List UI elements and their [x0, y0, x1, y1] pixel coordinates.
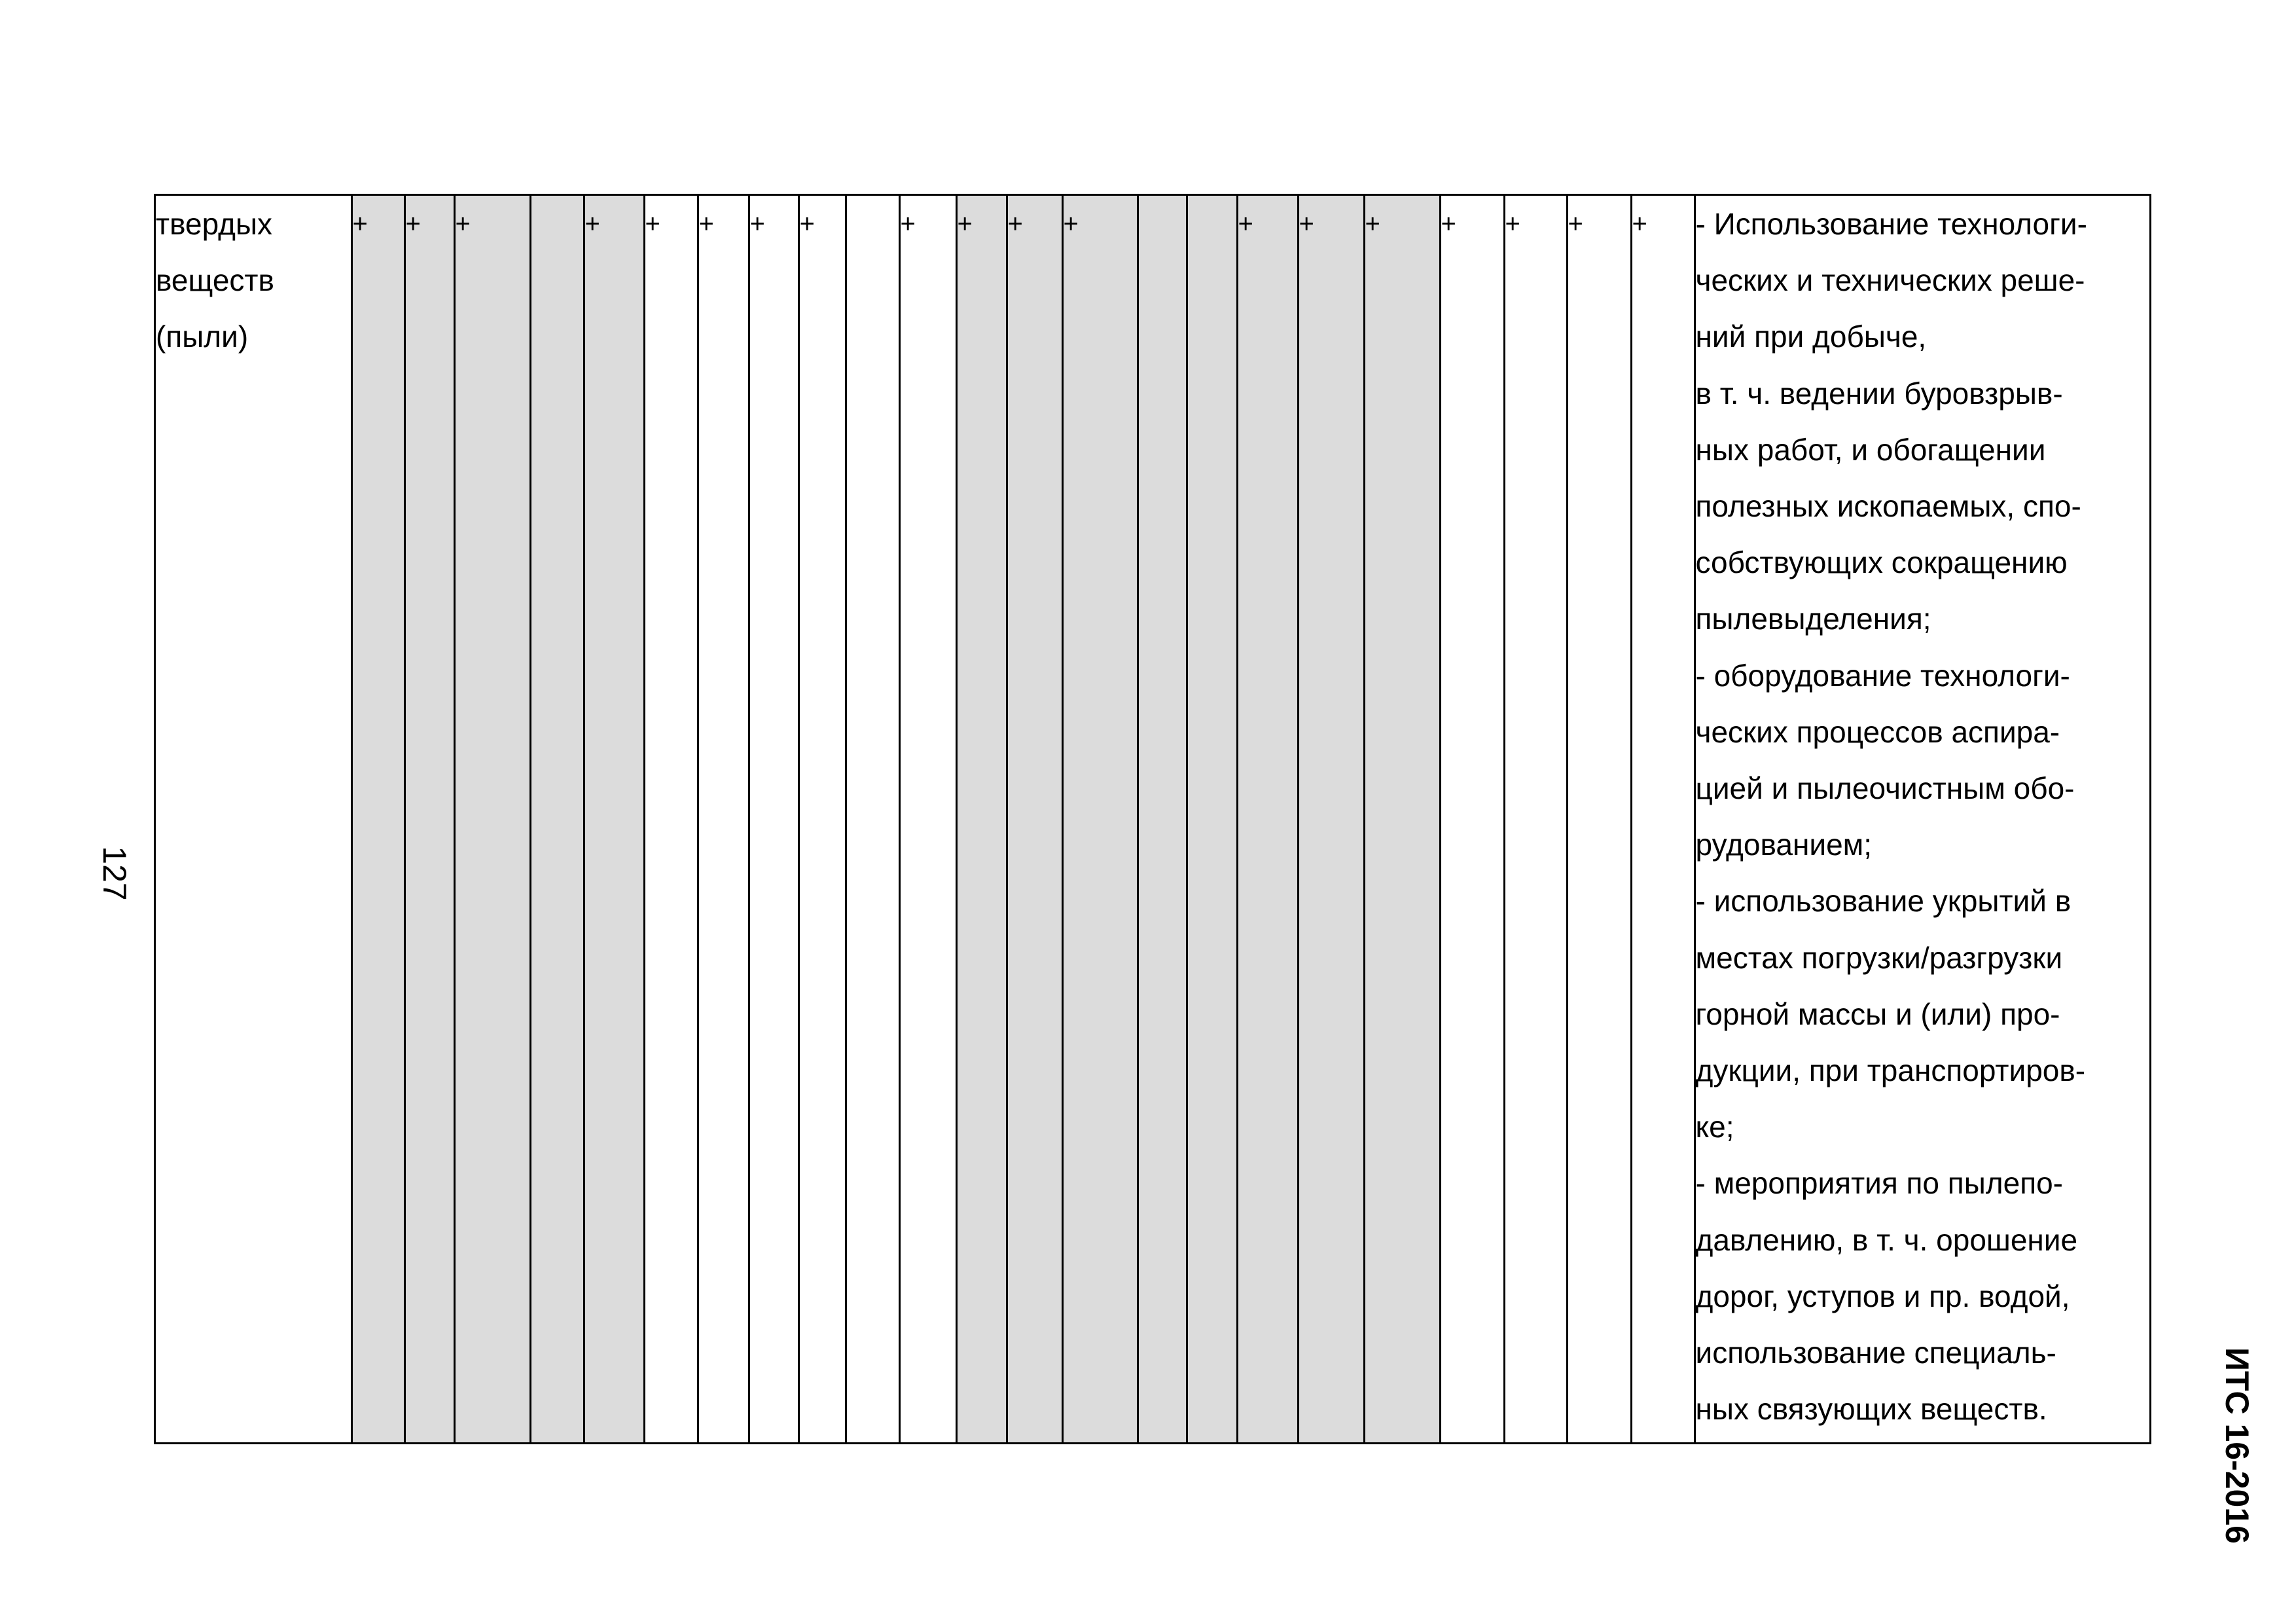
measures-line: ке; — [1695, 1110, 1734, 1144]
mark-cell: + — [1237, 196, 1298, 1442]
measures-line: ных связующих веществ. — [1695, 1392, 2047, 1427]
mark-cell: + — [454, 196, 530, 1442]
measures-line: - мероприятия по пылепо- — [1695, 1166, 2064, 1201]
measures-line: - использование укрытий в — [1695, 884, 2072, 919]
mark-cell: + — [956, 196, 1007, 1442]
mark-cell: + — [1364, 196, 1440, 1442]
substance-cell — [156, 196, 351, 1442]
substance-line: твердых — [156, 207, 273, 241]
measures-line: ческих и технических реше- — [1695, 263, 2085, 298]
mark-cell: + — [351, 196, 404, 1442]
measures-line: давлению, в т. ч. орошение — [1695, 1222, 2078, 1257]
pollutant-table-grid — [156, 196, 2149, 1442]
mark-cell — [1138, 196, 1187, 1442]
measures-line: собствующих сокращению — [1695, 545, 2068, 580]
pollutant-table — [154, 194, 2151, 1444]
measures-line: дукции, при транспортиров- — [1695, 1053, 2086, 1088]
mark-cell: + — [584, 196, 644, 1442]
mark-cell: + — [899, 196, 956, 1442]
substance-line: (пыли) — [156, 319, 249, 354]
mark-cell — [846, 196, 899, 1442]
measures-line: ных работ, и обогащении — [1695, 432, 2046, 467]
mark-cell: + — [1504, 196, 1567, 1442]
mark-cell: + — [1298, 196, 1364, 1442]
measures-line: дорог, уступов и пр. водой, — [1695, 1279, 2070, 1313]
measures-line: ний при добыче, — [1695, 319, 1927, 354]
table-row — [156, 196, 2149, 1442]
measures-line: в т. ч. ведении буровзрыв- — [1695, 376, 2063, 410]
measures-line: рудованием; — [1695, 828, 1873, 862]
substance-line: веществ — [156, 263, 274, 297]
mark-cell: + — [1567, 196, 1631, 1442]
measures-line: использование специаль- — [1695, 1336, 2056, 1370]
mark-cell: + — [698, 196, 749, 1442]
measures-line: местах погрузки/разгрузки — [1695, 940, 2063, 975]
measures-line: цией и пылеочистным обо- — [1695, 771, 2075, 806]
measures-line: - оборудование технологи- — [1695, 658, 2070, 693]
measures-line: ческих процессов аспира- — [1695, 714, 2060, 749]
mark-cell: + — [798, 196, 846, 1442]
mark-cell: + — [404, 196, 454, 1442]
measures-line: пылевыделения; — [1695, 602, 1931, 636]
mark-cell — [530, 196, 584, 1442]
measures-line: полезных ископаемых, спо- — [1695, 489, 2081, 524]
mark-cell: + — [1062, 196, 1138, 1442]
document-code: ИТС 16-2016 — [2219, 1347, 2255, 1544]
measures-cell — [1695, 196, 2149, 1442]
measures-line: - Использование технологи- — [1695, 207, 2087, 241]
mark-cell: + — [1631, 196, 1695, 1442]
mark-cell: + — [1007, 196, 1062, 1442]
measures-line: горной массы и (или) про- — [1695, 996, 2060, 1031]
page-number: 127 — [96, 846, 133, 901]
mark-cell — [1187, 196, 1237, 1442]
mark-cell: + — [749, 196, 798, 1442]
mark-cell: + — [1440, 196, 1504, 1442]
mark-cell: + — [644, 196, 698, 1442]
